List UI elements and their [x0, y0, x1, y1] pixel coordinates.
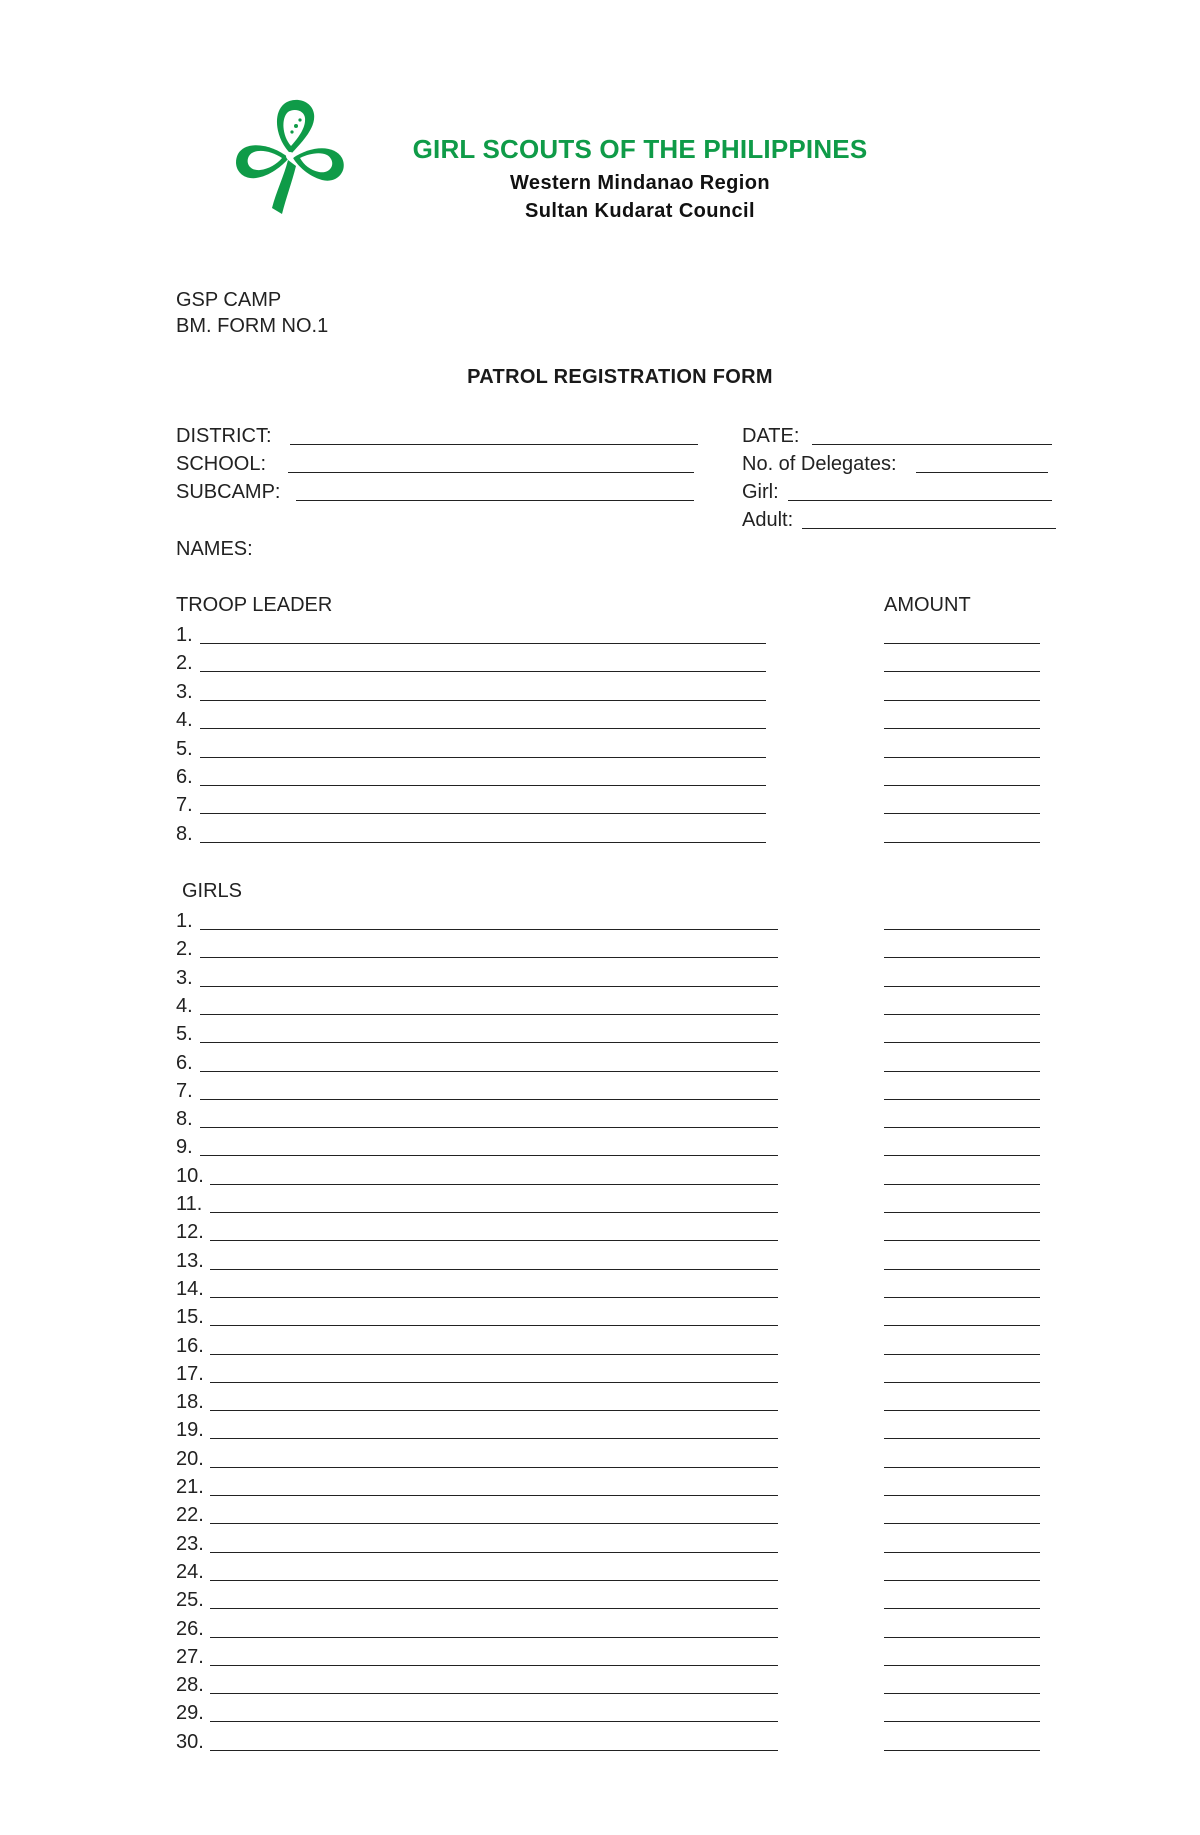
- girl-amount-field[interactable]: [884, 1325, 1040, 1326]
- girl-name-field[interactable]: [210, 1495, 778, 1496]
- girl-name-field[interactable]: [200, 1014, 778, 1015]
- girl-count-label: Girl:: [742, 481, 779, 503]
- girl-name-field[interactable]: [210, 1297, 778, 1298]
- girl-amount-field[interactable]: [884, 1637, 1040, 1638]
- girl-row-number: 17.: [176, 1362, 204, 1385]
- girl-name-field[interactable]: [210, 1325, 778, 1326]
- girl-row-number: 25.: [176, 1589, 204, 1612]
- girl-name-field[interactable]: [210, 1410, 778, 1411]
- girl-amount-field[interactable]: [884, 1693, 1040, 1694]
- troop-leader-amount-field[interactable]: [884, 700, 1040, 701]
- delegates-label: No. of Delegates:: [742, 453, 897, 475]
- girl-amount-field[interactable]: [884, 1354, 1040, 1355]
- girl-count-field[interactable]: [788, 500, 1052, 501]
- troop-leader-row-number: 5.: [176, 737, 193, 760]
- girl-row-number: 3.: [176, 966, 193, 989]
- girl-row-number: 2.: [176, 938, 193, 961]
- troop-leader-name-field[interactable]: [200, 813, 766, 814]
- girl-row-number: 20.: [176, 1447, 204, 1470]
- girl-row-number: 1.: [176, 910, 193, 932]
- girl-name-field[interactable]: [210, 1665, 778, 1666]
- girl-row-number: 19.: [176, 1419, 204, 1442]
- girl-amount-field[interactable]: [884, 1580, 1040, 1581]
- girl-row-number: 14.: [176, 1277, 204, 1300]
- troop-leader-amount-field[interactable]: [884, 643, 1040, 644]
- girl-row-number: 29.: [176, 1702, 204, 1725]
- girl-row-number: 9.: [176, 1136, 193, 1159]
- girl-row-number: 28.: [176, 1674, 204, 1697]
- troop-leader-name-field[interactable]: [200, 757, 766, 758]
- girl-amount-field[interactable]: [884, 1523, 1040, 1524]
- girl-name-field[interactable]: [200, 986, 778, 987]
- girl-name-field[interactable]: [200, 1155, 778, 1156]
- district-field[interactable]: [290, 444, 698, 445]
- girl-amount-field[interactable]: [884, 929, 1040, 930]
- troop-leader-row-number: 1.: [176, 624, 193, 646]
- region-name: Western Mindanao Region: [510, 172, 770, 194]
- girl-amount-field[interactable]: [884, 1014, 1040, 1015]
- troop-leader-row-number: 6.: [176, 766, 193, 788]
- girl-row-number: 27.: [176, 1645, 204, 1668]
- girl-row-number: 24.: [176, 1560, 204, 1583]
- troop-leader-row-number: 8.: [176, 822, 193, 845]
- girl-name-field[interactable]: [210, 1552, 778, 1553]
- girl-amount-field[interactable]: [884, 1750, 1040, 1751]
- girl-row-number: 30.: [176, 1730, 204, 1753]
- girl-row-number: 16.: [176, 1334, 204, 1357]
- troop-leader-amount-field[interactable]: [884, 813, 1040, 814]
- girls-heading: GIRLS: [182, 880, 243, 902]
- form-number: BM. FORM NO.1: [176, 315, 329, 337]
- girl-row-number: 13.: [176, 1249, 204, 1272]
- girl-name-field[interactable]: [200, 929, 778, 930]
- girl-row-number: 22.: [176, 1504, 204, 1527]
- girl-row-number: 11.: [176, 1193, 203, 1215]
- girl-amount-field[interactable]: [884, 1552, 1040, 1553]
- girl-row-number: 26.: [176, 1617, 204, 1640]
- troop-leader-row-number: 4.: [176, 709, 193, 732]
- girl-name-field[interactable]: [210, 1721, 778, 1722]
- girl-name-field[interactable]: [210, 1382, 778, 1383]
- girl-amount-field[interactable]: [884, 1665, 1040, 1666]
- girl-amount-field[interactable]: [884, 957, 1040, 958]
- girl-amount-field[interactable]: [884, 1382, 1040, 1383]
- girl-amount-field[interactable]: [884, 1438, 1040, 1439]
- troop-leader-amount-field[interactable]: [884, 757, 1040, 758]
- subcamp-field[interactable]: [296, 500, 694, 501]
- girl-amount-field[interactable]: [884, 1099, 1040, 1100]
- girl-amount-field[interactable]: [884, 1127, 1040, 1128]
- org-title: GIRL SCOUTS OF THE PHILIPPINES: [412, 134, 868, 164]
- girl-name-field[interactable]: [200, 1042, 778, 1043]
- girl-amount-field[interactable]: [884, 1721, 1040, 1722]
- girl-row-number: 15.: [176, 1306, 204, 1329]
- girl-amount-field[interactable]: [884, 1495, 1040, 1496]
- girl-amount-field[interactable]: [884, 986, 1040, 987]
- council-name: Sultan Kudarat Council: [525, 200, 755, 222]
- school-label: SCHOOL:: [176, 453, 267, 475]
- girl-amount-field[interactable]: [884, 1410, 1040, 1411]
- girl-row-number: 23.: [176, 1532, 204, 1555]
- girl-name-field[interactable]: [210, 1467, 778, 1468]
- delegates-field[interactable]: [916, 472, 1048, 473]
- girl-name-field[interactable]: [210, 1438, 778, 1439]
- girl-name-field[interactable]: [200, 1071, 778, 1072]
- troop-leader-heading: TROOP LEADER: [176, 594, 333, 616]
- troop-leader-amount-field[interactable]: [884, 728, 1040, 729]
- trefoil-ribbon-icon: [232, 96, 350, 218]
- girl-amount-field[interactable]: [884, 1155, 1040, 1156]
- girl-name-field[interactable]: [210, 1354, 778, 1355]
- troop-leader-name-field[interactable]: [200, 842, 766, 843]
- form-title: PATROL REGISTRATION FORM: [467, 366, 773, 388]
- girl-row-number: 6.: [176, 1051, 193, 1074]
- names-label: NAMES:: [176, 538, 253, 560]
- troop-leader-name-field[interactable]: [200, 700, 766, 701]
- troop-leader-amount-field[interactable]: [884, 671, 1040, 672]
- girl-name-field[interactable]: [210, 1693, 778, 1694]
- girl-name-field[interactable]: [200, 1127, 778, 1128]
- girl-row-number: 18.: [176, 1391, 204, 1414]
- girl-name-field[interactable]: [210, 1523, 778, 1524]
- girl-amount-field[interactable]: [884, 1042, 1040, 1043]
- girl-row-number: 21.: [176, 1476, 204, 1498]
- girl-row-number: 5.: [176, 1023, 193, 1046]
- troop-leader-amount-field[interactable]: [884, 842, 1040, 843]
- girl-amount-field[interactable]: [884, 1467, 1040, 1468]
- girl-amount-field[interactable]: [884, 1297, 1040, 1298]
- amount-heading: AMOUNT: [884, 594, 971, 616]
- girl-row-number: 7.: [176, 1079, 193, 1102]
- adult-count-label: Adult:: [742, 509, 794, 531]
- girl-name-field[interactable]: [210, 1184, 778, 1185]
- girl-row-number: 8.: [176, 1108, 193, 1131]
- troop-leader-name-field[interactable]: [200, 671, 766, 672]
- girl-amount-field[interactable]: [884, 1184, 1040, 1185]
- girl-name-field[interactable]: [200, 957, 778, 958]
- troop-leader-name-field[interactable]: [200, 728, 766, 729]
- girl-name-field[interactable]: [200, 1099, 778, 1100]
- girl-amount-field[interactable]: [884, 1212, 1040, 1213]
- girl-name-field[interactable]: [210, 1580, 778, 1581]
- camp-label: GSP CAMP: [176, 289, 282, 311]
- girl-name-field[interactable]: [210, 1269, 778, 1270]
- troop-leader-name-field[interactable]: [200, 643, 766, 644]
- girl-name-field[interactable]: [210, 1212, 778, 1213]
- girl-amount-field[interactable]: [884, 1071, 1040, 1072]
- girl-name-field[interactable]: [210, 1240, 778, 1241]
- girl-name-field[interactable]: [210, 1750, 778, 1751]
- girl-row-number: 12.: [176, 1221, 204, 1244]
- girl-amount-field[interactable]: [884, 1269, 1040, 1270]
- district-label: DISTRICT:: [176, 425, 272, 447]
- date-field[interactable]: [812, 444, 1052, 445]
- school-field[interactable]: [288, 472, 694, 473]
- troop-leader-row-number: 2.: [176, 652, 193, 675]
- adult-count-field[interactable]: [802, 528, 1056, 529]
- troop-leader-row-number: 7.: [176, 794, 193, 817]
- troop-leader-row-number: 3.: [176, 680, 193, 703]
- date-label: DATE:: [742, 425, 800, 447]
- troop-leader-amount-field[interactable]: [884, 785, 1040, 786]
- subcamp-label: SUBCAMP:: [176, 481, 281, 503]
- girl-row-number: 4.: [176, 994, 193, 1017]
- troop-leader-name-field[interactable]: [200, 785, 766, 786]
- girl-amount-field[interactable]: [884, 1240, 1040, 1241]
- girl-amount-field[interactable]: [884, 1608, 1040, 1609]
- girl-name-field[interactable]: [210, 1637, 778, 1638]
- girl-row-number: 10.: [176, 1164, 204, 1187]
- girl-name-field[interactable]: [210, 1608, 778, 1609]
